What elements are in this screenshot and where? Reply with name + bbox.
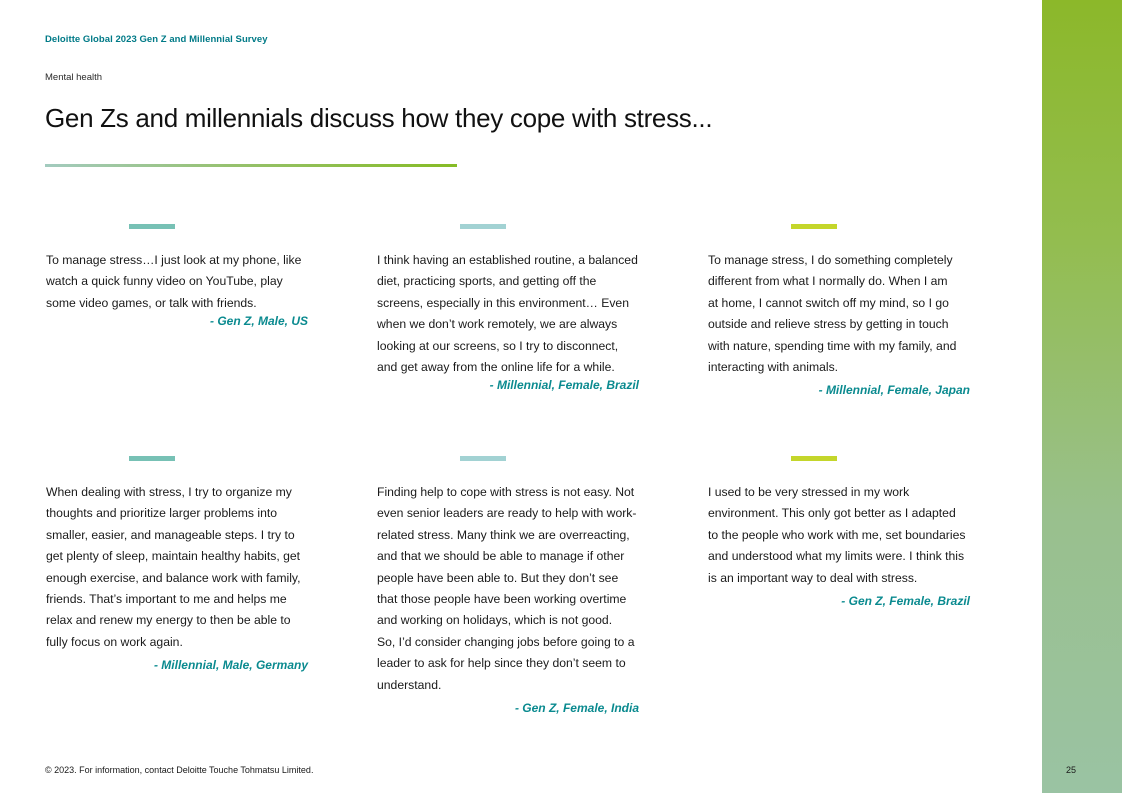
footer-copyright: © 2023. For information, contact Deloitte Touche Tohmatsu Limited. — [45, 765, 314, 775]
page-number: 25 — [1066, 765, 1077, 775]
quote-accent-bar — [129, 224, 175, 229]
quote-card-1 — [46, 224, 308, 328]
quote-text: I used to be very stressed in my work environment. This only got better as I adapted to the people who work with me, set boundaries and understood what my limits were. I think this is an important way to deal with stress. — [708, 485, 966, 585]
quote-attribution: - Gen Z, Female, Brazil — [841, 594, 970, 609]
quote-card-5 — [377, 456, 639, 715]
quote-card-3 — [708, 224, 970, 397]
quote-text: To manage stress, I do something completely different from what I normally do. When I am at home, I cannot switch off my mind, so I go outside and relieve stress by getting in touch with nature, spending time with my family, and interacting with animals. — [708, 253, 957, 375]
quote-accent-bar — [791, 456, 837, 461]
quote-card-6 — [708, 456, 970, 608]
quote-text: Finding help to cope with stress is not easy. Not even senior leaders are ready to help with work- related stress. Many think we are overreacting, and that we should be able to manage if other people have been able to. But they don’t see that those people have been working overtime and working on holidays, which is not good. So, I’d consider changing jobs before going to a leader to ask for help since they don’t seem to understand. — [377, 485, 637, 692]
quote-attribution: - Millennial, Female, Japan — [818, 383, 970, 398]
quote-text: I think having an established routine, a balanced diet, practicing sports, and getting off the screens, especially in this environment… Even when we don’t work remotely, we are always looking at our screens, so I try to disconnect, and get away from the online life for a while. — [377, 253, 638, 375]
side-color-panel — [1042, 0, 1122, 793]
quote-attribution: - Millennial, Male, Germany — [153, 658, 308, 673]
quote-accent-bar — [460, 456, 506, 461]
quote-text: To manage stress…I just look at my phone, like watch a quick funny video on YouTube, play some video games, or talk with friends. — [46, 253, 302, 310]
quote-accent-bar — [460, 224, 506, 229]
survey-name: Deloitte Global 2023 Gen Z and Millennial Survey — [45, 34, 268, 45]
section-label: Mental health — [45, 72, 103, 83]
quote-text: When dealing with stress, I try to organize my thoughts and prioritize larger problems into smaller, easier, and manageable steps. I try to get plenty of sleep, maintain healthy habits, get enough exercise, and balance work with family, friends. That’s important to me and helps me relax and renew my energy to then be able to fully focus on work again. — [46, 485, 301, 649]
quote-accent-bar — [129, 456, 175, 461]
quote-accent-bar — [791, 224, 837, 229]
quote-card-2 — [377, 224, 639, 392]
title-divider — [45, 164, 457, 167]
quote-attribution: - Gen Z, Male, US — [209, 314, 308, 329]
quote-attribution: - Millennial, Female, Brazil — [489, 378, 639, 393]
page-title: Gen Zs and millennials discuss how they cope with stress... — [45, 103, 713, 133]
quote-attribution: - Gen Z, Female, India — [514, 701, 639, 716]
quote-card-4 — [46, 456, 308, 672]
